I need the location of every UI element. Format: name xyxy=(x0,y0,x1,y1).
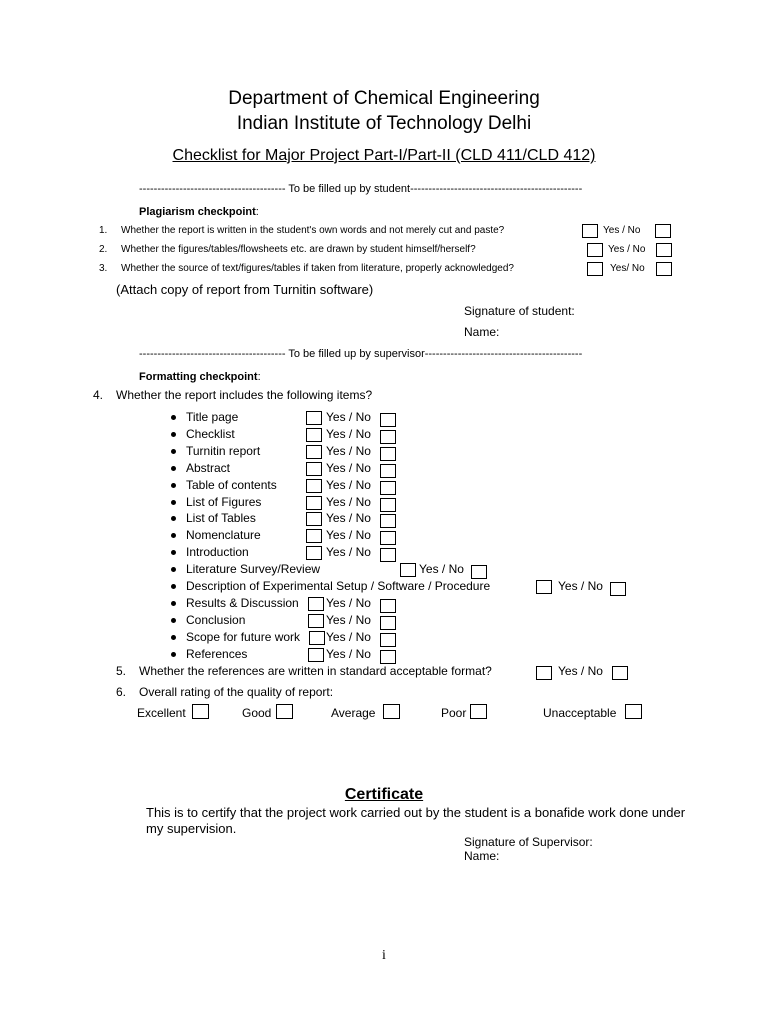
student-signature-label: Signature of student: xyxy=(464,304,575,318)
formatting-item-checkbox[interactable] xyxy=(306,428,322,442)
formatting-item-label: Checklist xyxy=(186,426,235,441)
plagiarism-q1-text: Whether the report is written in the student's own words and not merely cut and paste? xyxy=(121,225,505,236)
formatting-item-checkbox[interactable] xyxy=(309,631,325,645)
rating-excellent-label: Excellent xyxy=(137,706,186,720)
formatting-q6-text: Overall rating of the quality of report: xyxy=(139,685,334,699)
plagiarism-q2-checkbox-2[interactable] xyxy=(656,243,672,257)
bullet-icon xyxy=(171,415,176,420)
formatting-q4-text: Whether the report includes the following items? xyxy=(116,388,373,402)
rating-poor-checkbox[interactable] xyxy=(470,704,487,719)
formatting-item-checkbox[interactable] xyxy=(308,648,324,662)
plagiarism-q2-checkbox[interactable] xyxy=(587,243,603,257)
formatting-item-answer: Yes / No xyxy=(326,612,371,627)
rating-poor-label: Poor xyxy=(441,706,467,720)
formatting-item-checkbox[interactable] xyxy=(306,411,322,425)
bullet-icon xyxy=(171,550,176,555)
supervisor-separator: ---------------------------------------- To be filled up by supervisor------------------------------------------- xyxy=(139,348,583,360)
plagiarism-q1-checkbox[interactable] xyxy=(582,224,598,238)
plagiarism-q2-number: 2. xyxy=(99,244,108,255)
formatting-item-checkbox-2[interactable] xyxy=(380,531,396,545)
formatting-item-checkbox-2[interactable] xyxy=(380,650,396,664)
plagiarism-heading-colon: : xyxy=(255,206,259,218)
formatting-item-checkbox-2[interactable] xyxy=(380,464,396,478)
plagiarism-q3-number: 3. xyxy=(99,263,108,274)
rating-good-label: Good xyxy=(242,706,272,720)
bullet-icon xyxy=(171,584,176,589)
bullet-icon xyxy=(171,533,176,538)
plagiarism-heading xyxy=(139,202,259,220)
formatting-item-checkbox-2[interactable] xyxy=(380,481,396,495)
formatting-item-checkbox-2[interactable] xyxy=(380,514,396,528)
formatting-item-checkbox-2[interactable] xyxy=(471,565,487,579)
formatting-item-checkbox[interactable] xyxy=(308,614,324,628)
formatting-item-checkbox[interactable] xyxy=(306,445,322,459)
formatting-item-label: Literature Survey/Review xyxy=(186,562,321,577)
formatting-item-label: List of Tables xyxy=(186,511,256,526)
formatting-item-label: Description of Experimental Setup / Software / Procedure xyxy=(186,579,491,593)
rating-excellent-checkbox[interactable] xyxy=(192,704,209,719)
formatting-item-answer: Yes / No xyxy=(326,494,371,509)
formatting-item-answer: Yes / No xyxy=(326,528,371,543)
formatting-item-label: Table of contents xyxy=(186,477,277,492)
bullet-icon xyxy=(171,466,176,471)
formatting-item-label: Scope for future work xyxy=(186,629,301,644)
formatting-item-checkbox[interactable] xyxy=(536,580,552,594)
formatting-item-label: Nomenclature xyxy=(186,528,261,543)
formatting-item-checkbox-2[interactable] xyxy=(380,430,396,444)
department-name: Department of Chemical Engineering xyxy=(228,88,540,109)
formatting-item-answer: Yes / No xyxy=(326,426,371,441)
page-number: i xyxy=(382,948,386,963)
rating-unacceptable-label: Unacceptable xyxy=(543,706,617,720)
formatting-item-label: Title page xyxy=(186,410,239,424)
certificate-title: Certificate xyxy=(344,786,424,803)
formatting-q5-checkbox-2[interactable] xyxy=(612,666,628,680)
formatting-item-answer: Yes / No xyxy=(419,562,464,577)
supervisor-name-label: Name: xyxy=(464,849,500,863)
formatting-item-checkbox-2[interactable] xyxy=(380,548,396,562)
rating-average-label: Average xyxy=(331,706,376,720)
formatting-item-label: Turnitin report xyxy=(186,443,261,458)
bullet-icon xyxy=(171,567,176,572)
bullet-icon xyxy=(171,652,176,657)
rating-good-checkbox[interactable] xyxy=(276,704,293,719)
formatting-item-checkbox[interactable] xyxy=(306,462,322,476)
formatting-item-label: Results & Discussion xyxy=(186,595,299,610)
bullet-icon xyxy=(171,449,176,454)
rating-average-checkbox[interactable] xyxy=(383,704,400,719)
formatting-item-checkbox-2[interactable] xyxy=(610,582,626,596)
bullet-icon xyxy=(171,635,176,640)
bullet-icon xyxy=(171,618,176,623)
formatting-item-checkbox[interactable] xyxy=(306,496,322,510)
student-separator: ---------------------------------------- To be filled up by student----------------------------------------------- xyxy=(139,183,583,195)
plagiarism-q1-answer: Yes / No xyxy=(603,225,641,236)
formatting-heading xyxy=(139,367,261,385)
formatting-item-answer: Yes / No xyxy=(326,460,371,475)
formatting-item-checkbox-2[interactable] xyxy=(380,633,396,647)
formatting-q5-checkbox[interactable] xyxy=(536,666,552,680)
bullet-icon xyxy=(171,483,176,488)
formatting-q5-answer: Yes / No xyxy=(558,664,603,678)
checklist-title: Checklist for Major Project Part-I/Part-II (CLD 411/CLD 412) xyxy=(172,147,596,164)
plagiarism-q3-answer: Yes/ No xyxy=(610,263,645,274)
formatting-item-checkbox[interactable] xyxy=(400,563,416,577)
plagiarism-q3-text: Whether the source of text/figures/tables if taken from literature, properly acknowledged? xyxy=(121,263,514,274)
formatting-item-label: Abstract xyxy=(186,460,231,475)
formatting-q4-number: 4. xyxy=(93,388,104,402)
plagiarism-q3-checkbox-2[interactable] xyxy=(656,262,672,276)
formatting-item-checkbox[interactable] xyxy=(306,512,322,526)
formatting-item-answer: Yes / No xyxy=(326,595,371,610)
formatting-item-label: Conclusion xyxy=(186,612,246,627)
formatting-heading-colon: : xyxy=(257,371,261,383)
formatting-item-checkbox[interactable] xyxy=(306,529,322,543)
formatting-item-checkbox-2[interactable] xyxy=(380,616,396,630)
certificate-body: This is to certify that the project work carried out by the student is a bonafide work done under my supervision. xyxy=(146,805,686,836)
rating-unacceptable-checkbox[interactable] xyxy=(625,704,642,719)
formatting-item-answer: Yes / No xyxy=(326,629,371,644)
formatting-q5-text: Whether the references are written in standard acceptable format? xyxy=(139,664,492,678)
formatting-item-answer: Yes / No xyxy=(326,410,371,424)
formatting-q5-number: 5. xyxy=(116,664,127,678)
institute-name: Indian Institute of Technology Delhi xyxy=(236,113,532,134)
plagiarism-q1-number: 1. xyxy=(99,225,108,236)
formatting-item-answer: Yes / No xyxy=(326,646,371,661)
bullet-icon xyxy=(171,500,176,505)
formatting-item-answer: Yes / No xyxy=(558,579,603,593)
bullet-icon xyxy=(171,516,176,521)
formatting-item-answer: Yes / No xyxy=(326,443,371,458)
formatting-heading-label: Formatting checkpoint xyxy=(139,371,258,383)
formatting-item-checkbox[interactable] xyxy=(308,597,324,611)
formatting-item-answer: Yes / No xyxy=(326,511,371,526)
plagiarism-heading-label: Plagiarism checkpoint xyxy=(139,206,256,218)
plagiarism-q1-checkbox-2[interactable] xyxy=(655,224,671,238)
formatting-item-checkbox-2[interactable] xyxy=(380,413,396,427)
turnitin-attach-note: (Attach copy of report from Turnitin software) xyxy=(116,282,374,297)
formatting-item-answer: Yes / No xyxy=(326,477,371,492)
formatting-q6-number: 6. xyxy=(116,685,127,699)
supervisor-signature-label: Signature of Supervisor: xyxy=(464,835,593,849)
student-name-label: Name: xyxy=(464,325,500,339)
formatting-item-checkbox[interactable] xyxy=(306,546,322,560)
formatting-item-answer: Yes / No xyxy=(326,545,371,560)
formatting-item-label: Introduction xyxy=(186,545,249,560)
formatting-item-label: List of Figures xyxy=(186,494,262,509)
plagiarism-q2-text: Whether the figures/tables/flowsheets etc. are drawn by student himself/herself? xyxy=(121,244,476,255)
formatting-item-checkbox[interactable] xyxy=(306,479,322,493)
formatting-item-checkbox-2[interactable] xyxy=(380,599,396,613)
formatting-item-checkbox-2[interactable] xyxy=(380,447,396,461)
formatting-item-label: References xyxy=(186,646,248,661)
bullet-icon xyxy=(171,432,176,437)
plagiarism-q2-answer: Yes / No xyxy=(608,244,646,255)
bullet-icon xyxy=(171,601,176,606)
formatting-item-checkbox-2[interactable] xyxy=(380,498,396,512)
plagiarism-q3-checkbox[interactable] xyxy=(587,262,603,276)
